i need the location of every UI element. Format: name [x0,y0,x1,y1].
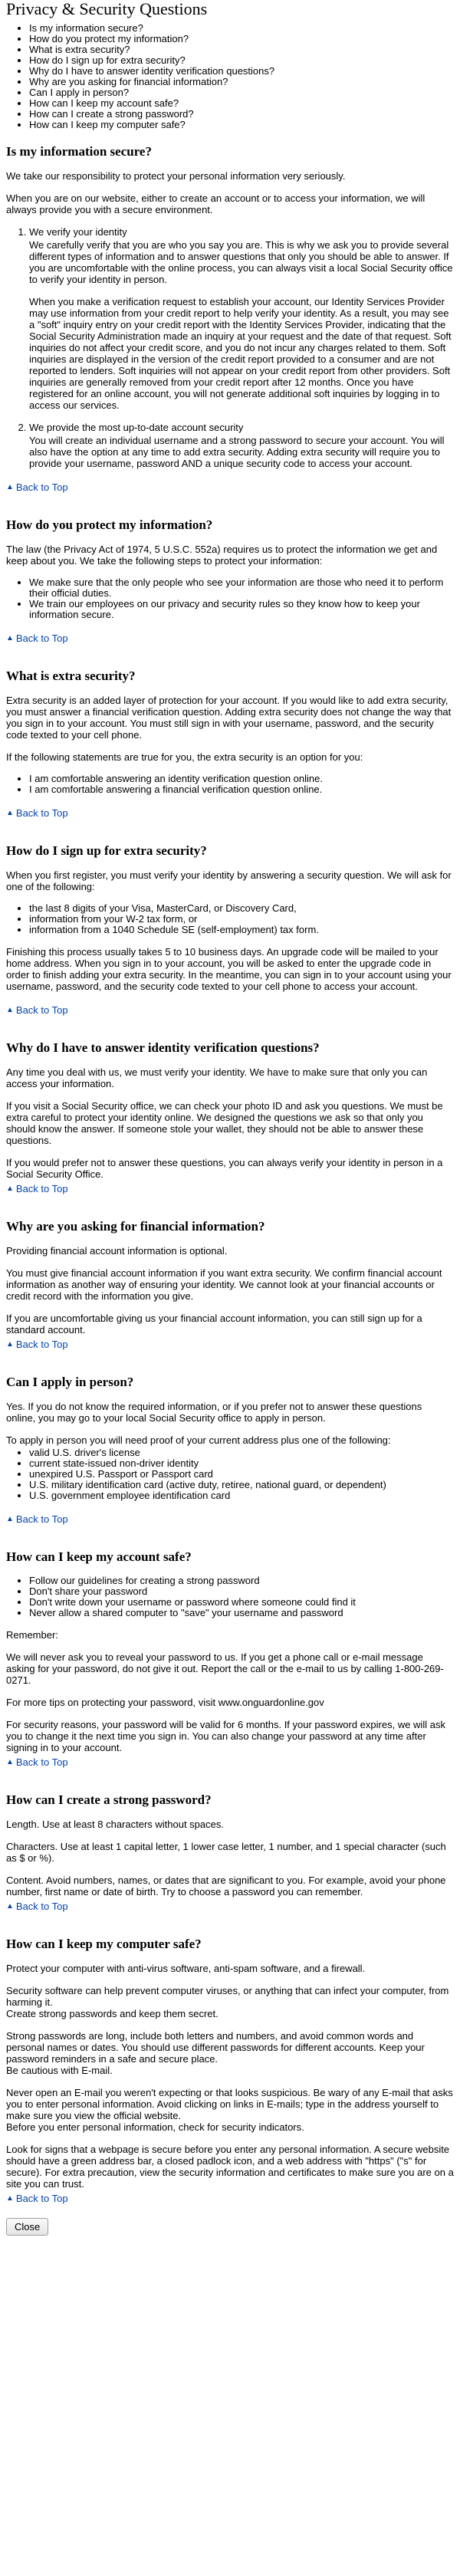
section-information-secure [6,144,454,504]
section-sign-up-extra-security [6,843,454,1027]
paragraph: Strong passwords are long, include both letters and numbers, and avoid common words and personal names or dates. You should use different passwords for different accounts. Keep your password reminders in a safe and secure place. [6,2030,425,2065]
section-strong-password [6,1792,454,1923]
list-item: • We make sure that the only people who see your information are those who need it to perform their official duties. [29,577,454,599]
page-title: Privacy & Security Questions [6,0,208,18]
toc-item [29,87,454,98]
paragraph: Finishing this process usually takes 5 to 10 business days. An upgrade code will be mailed to your home address. When you sign in to your account, you will be asked to enter the upgrade code in order to finish adding your extra security. In the meantime, you can sign in to your account using your username, password, and the security code texted to your cell phone to access your account. [6,946,452,992]
section-computer-safe [6,1937,454,2215]
section-heading: Why do I have to answer identity verification questions? [6,1040,320,1055]
section-heading: How do I sign up for extra security? [6,843,207,858]
arrow-up-icon: ▲ [6,1515,14,1523]
paragraph: For security reasons, your password will be valid for 6 months. If your password expires, we will ask you to change it the next time you sign in. You can also change your password at any time after signing in to your account. [6,1719,445,1753]
paragraph: You must give financial account information if you want extra security. We confirm financial account information as another way of ensuring your identity. We cannot look at your financial accounts or credit record with the information you give. [6,1267,442,1302]
section-heading: Is my information secure? [6,144,152,159]
toc-item [29,98,454,109]
paragraph: To apply in person you will need proof of your current address plus one of the following: [6,1434,391,1446]
bullet-list [6,1576,454,1618]
paragraph: If you visit a Social Security office, we can check your photo ID and ask you questions. We must be extra careful to protect your identity online. We designed the questions we ask so that only you should know the answer. If someone stole your wallet, they should not be able to answer these questions. [6,1100,443,1146]
toc-link-computer-safe[interactable]: How can I keep my computer safe? [29,119,186,130]
paragraph: When you make a verification request to establish your account, our Identity Services Provider may use information from your credit report to help verify your identity. As a result, you may see a "soft" inquiry entry on your credit report with the Identity Services Provider, indicating that the Social Security Administration made an inquiry at your request and the date of that request. Soft inquiries do not affect your credit score, and you do not incur any charges related to them. Soft inquiries are displayed in the version of the credit report provided to a consumer and are not reported to lenders. Soft inquiries will not appear on your credit report from other providers. Soft inquiries are generally removed from your credit report after 12 months. Once you have registered for an online account, you will not generate additional soft inquiries by logging in to access our services. [29,296,452,411]
paragraph: We carefully verify that you are who you say you are. This is why we ask you to provide several different types of information and to answer questions that only you should be able to answer. If you are uncomfortable with the online process, you can always visit a local Social Security office to verify your identity in person. [29,239,453,285]
back-to-top-link[interactable]: ▲ Back to Top [6,1756,68,1768]
list-item: • We train our employees on our privacy and security rules so they know how to keep your information secure. [29,599,454,620]
list-item: • U.S. military identification card (active duty, retiree, national guard, or dependent) [29,1480,454,1490]
paragraph: Providing financial account information is optional. [6,1245,228,1257]
bullet-list [6,577,454,620]
toc-item [29,44,454,55]
list-item: • the last 8 digits of your Visa, MasterCard, or Discovery Card, [29,903,454,914]
arrow-up-icon: ▲ [6,809,14,817]
section-heading: Why are you asking for financial information? [6,1219,265,1234]
paragraph: Never open an E-mail you weren't expecting or that looks suspicious. Be wary of any E-mail that asks you to enter personal information. Avoid clicking on links in E-mails; type in the address yourself to make sure you view the official website. [6,2087,453,2121]
onguard-link[interactable]: www.onguardonline.gov [218,1697,324,1708]
paragraph: If you would prefer not to answer these questions, you can always verify your identity in person in a Social Security Office. [6,1157,443,1180]
bullet-list [6,1447,454,1501]
paragraph: Security software can help prevent computer viruses, or anything that can infect your computer, from harming it. [6,1985,449,2008]
paragraph: We take our responsibility to protect your personal information very seriously. [6,170,346,182]
list-item: • I am comfortable answering an identity verification question online. [29,774,454,784]
back-to-top-link[interactable]: ▲ Back to Top [6,1183,68,1194]
arrow-up-icon: ▲ [6,483,14,491]
section-extra-security [6,669,454,830]
list-item: • Never allow a shared computer to "save" your username and password [29,1608,454,1618]
paragraph: Content. Avoid numbers, names, or dates that are significant to you. For example, avoid your phone number, first name or date of birth. Try to choose a password you can remember. [6,1875,446,1898]
close-area [6,2218,454,2236]
paragraph [6,1697,454,1708]
arrow-up-icon: ▲ [6,634,14,642]
bullet-list [6,903,454,935]
back-to-top-link[interactable]: ▲ Back to Top [6,1004,68,1016]
toc-item [29,23,454,34]
paragraph: Characters. Use at least 1 capital letter, 1 lower case letter, 1 number, and 1 special character (such as $ or %). [6,1841,446,1864]
back-to-top-link[interactable]: ▲ Back to Top [6,807,68,819]
list-item: • valid U.S. driver's license [29,1447,454,1458]
back-to-top-link[interactable]: ▲ Back to Top [6,1513,68,1525]
toc-link-financial[interactable]: Why are you asking for financial information? [29,76,228,87]
section-heading: How can I keep my computer safe? [6,1937,202,1951]
paragraph: Look for signs that a webpage is secure before you enter any personal information. A secure website should have a green address bar, a closed padlock icon, and a web address with "https" ("s" for secure). For extra precaution, view the security information and certificates to make sure you are on a site you can trust. [6,2144,454,2190]
section-apply-in-person [6,1375,454,1536]
toc-link-strong-password[interactable]: How can I create a strong password? [29,108,194,120]
section-financial-information [6,1219,454,1361]
paragraph: Protect your computer with anti-virus software, anti-spam software, and a firewall. [6,1963,366,1974]
paragraph: If the following statements are true for you, the extra security is an option for you: [6,751,363,763]
toc-item [29,77,454,87]
arrow-up-icon: ▲ [6,1006,14,1014]
list-item [29,226,454,411]
paragraph: If you are uncomfortable giving us your financial account information, you can still sign up for a standard account. [6,1313,422,1336]
toc-item [29,109,454,120]
list-item: • U.S. government employee identification card [29,1490,454,1501]
close-button[interactable]: Close [6,2218,48,2236]
toc-link-sign-up[interactable]: How do I sign up for extra security? [29,54,186,66]
paragraph: Before you enter personal information, check for security indicators. [6,2121,304,2133]
section-protect-information [6,518,454,655]
toc-link-extra-security[interactable]: What is extra security? [29,44,130,55]
section-identity-verification [6,1040,454,1205]
paragraph: Yes. If you do not know the required information, or if you prefer not to answer these questions online, you may go to your local Social Security office to apply in person. [6,1401,422,1424]
toc-link-protect[interactable]: How do you protect my information? [29,33,189,44]
section-heading: How can I create a strong password? [6,1792,212,1807]
arrow-up-icon: ▲ [6,1758,14,1766]
bullet-list [6,774,454,795]
paragraph: Any time you deal with us, we must verify your identity. We have to make sure that only you can access your information. [6,1066,428,1089]
arrow-up-icon: ▲ [6,1184,14,1193]
list-item: • unexpired U.S. Passport or Passport card [29,1469,454,1480]
list-item: • Follow our guidelines for creating a strong password [29,1576,454,1586]
back-to-top-link[interactable]: ▲ Back to Top [6,481,68,493]
paragraph: Length. Use at least 8 characters without spaces. [6,1819,224,1830]
toc-link-verification[interactable]: Why do I have to answer identity verification questions? [29,65,275,77]
toc-item [29,55,454,66]
toc-link-in-person[interactable]: Can I apply in person? [29,87,130,98]
list-item: • current state-issued non-driver identity [29,1458,454,1469]
section-heading: Can I apply in person? [6,1375,134,1389]
paragraph: Create strong passwords and keep them secret. [6,2008,219,2019]
paragraph: Be cautious with E-mail. [6,2065,113,2076]
numbered-list [6,226,454,469]
paragraph: The law (the Privacy Act of 1974, 5 U.S.C. 552a) requires us to protect the information we get and keep about you. We take the following steps to protect your information: [6,544,438,567]
list-item: • Don't write down your username or password where someone could find it [29,1597,454,1608]
back-to-top-link[interactable]: ▲ Back to Top [6,2193,68,2204]
toc-item [29,34,454,44]
list-item: • information from your W-2 tax form, or [29,914,454,925]
back-to-top-link[interactable]: ▲ Back to Top [6,1901,68,1912]
paragraph: When you first register, you must verify your identity by answering a security question. We will ask for one of the following: [6,869,452,892]
toc-item [29,120,454,130]
section-heading: How do you protect my information? [6,518,213,532]
remember-label: Remember: [6,1629,58,1641]
paragraph-text: For more tips on protecting your password, visit [6,1697,219,1708]
list-item: • Don't share your password [29,1586,454,1597]
list-item-title: 1. We verify your identity [29,226,127,238]
paragraph: Extra security is an added layer of protection for your account. If you would like to add extra security, you must answer a financial verification question. Adding extra security does not change the way that you sign in to your account. You must still sign in with your username, password, and the security code texted to your cell phone. [6,695,452,741]
back-to-top-link[interactable]: ▲ Back to Top [6,1339,68,1350]
paragraph: You will create an individual username and a strong password to secure your account. You will also have the option at any time to add extra security. Adding extra security will require you to provide your username, password AND a unique security code to access your account. [29,435,445,469]
list-item: • information from a 1040 Schedule SE (self-employment) tax form. [29,925,454,935]
section-heading: How can I keep my account safe? [6,1549,192,1564]
paragraph: We will never ask you to reveal your password to us. If you get a phone call or e-mail message asking for your password, do not give it out. Report the call or the e-mail to us by calling 1-800-269-0271. [6,1651,444,1686]
toc-link-secure[interactable]: Is my information secure? [29,22,143,34]
table-of-contents [6,23,454,130]
toc-item [29,66,454,77]
paragraph: When you are on our website, either to create an account or to access your information, we will always provide you with a secure environment. [6,192,426,215]
toc-link-account-safe[interactable]: How can I keep my account safe? [29,97,179,109]
arrow-up-icon: ▲ [6,2194,14,2203]
list-item [29,422,454,469]
section-account-safe [6,1549,454,1779]
arrow-up-icon: ▲ [6,1340,14,1349]
arrow-up-icon: ▲ [6,1902,14,1911]
section-heading: What is extra security? [6,669,136,683]
list-item-title: 2. We provide the most up-to-date account security [29,422,244,433]
back-to-top-link[interactable]: ▲ Back to Top [6,632,68,644]
list-item: • I am comfortable answering a financial verification question online. [29,784,454,795]
